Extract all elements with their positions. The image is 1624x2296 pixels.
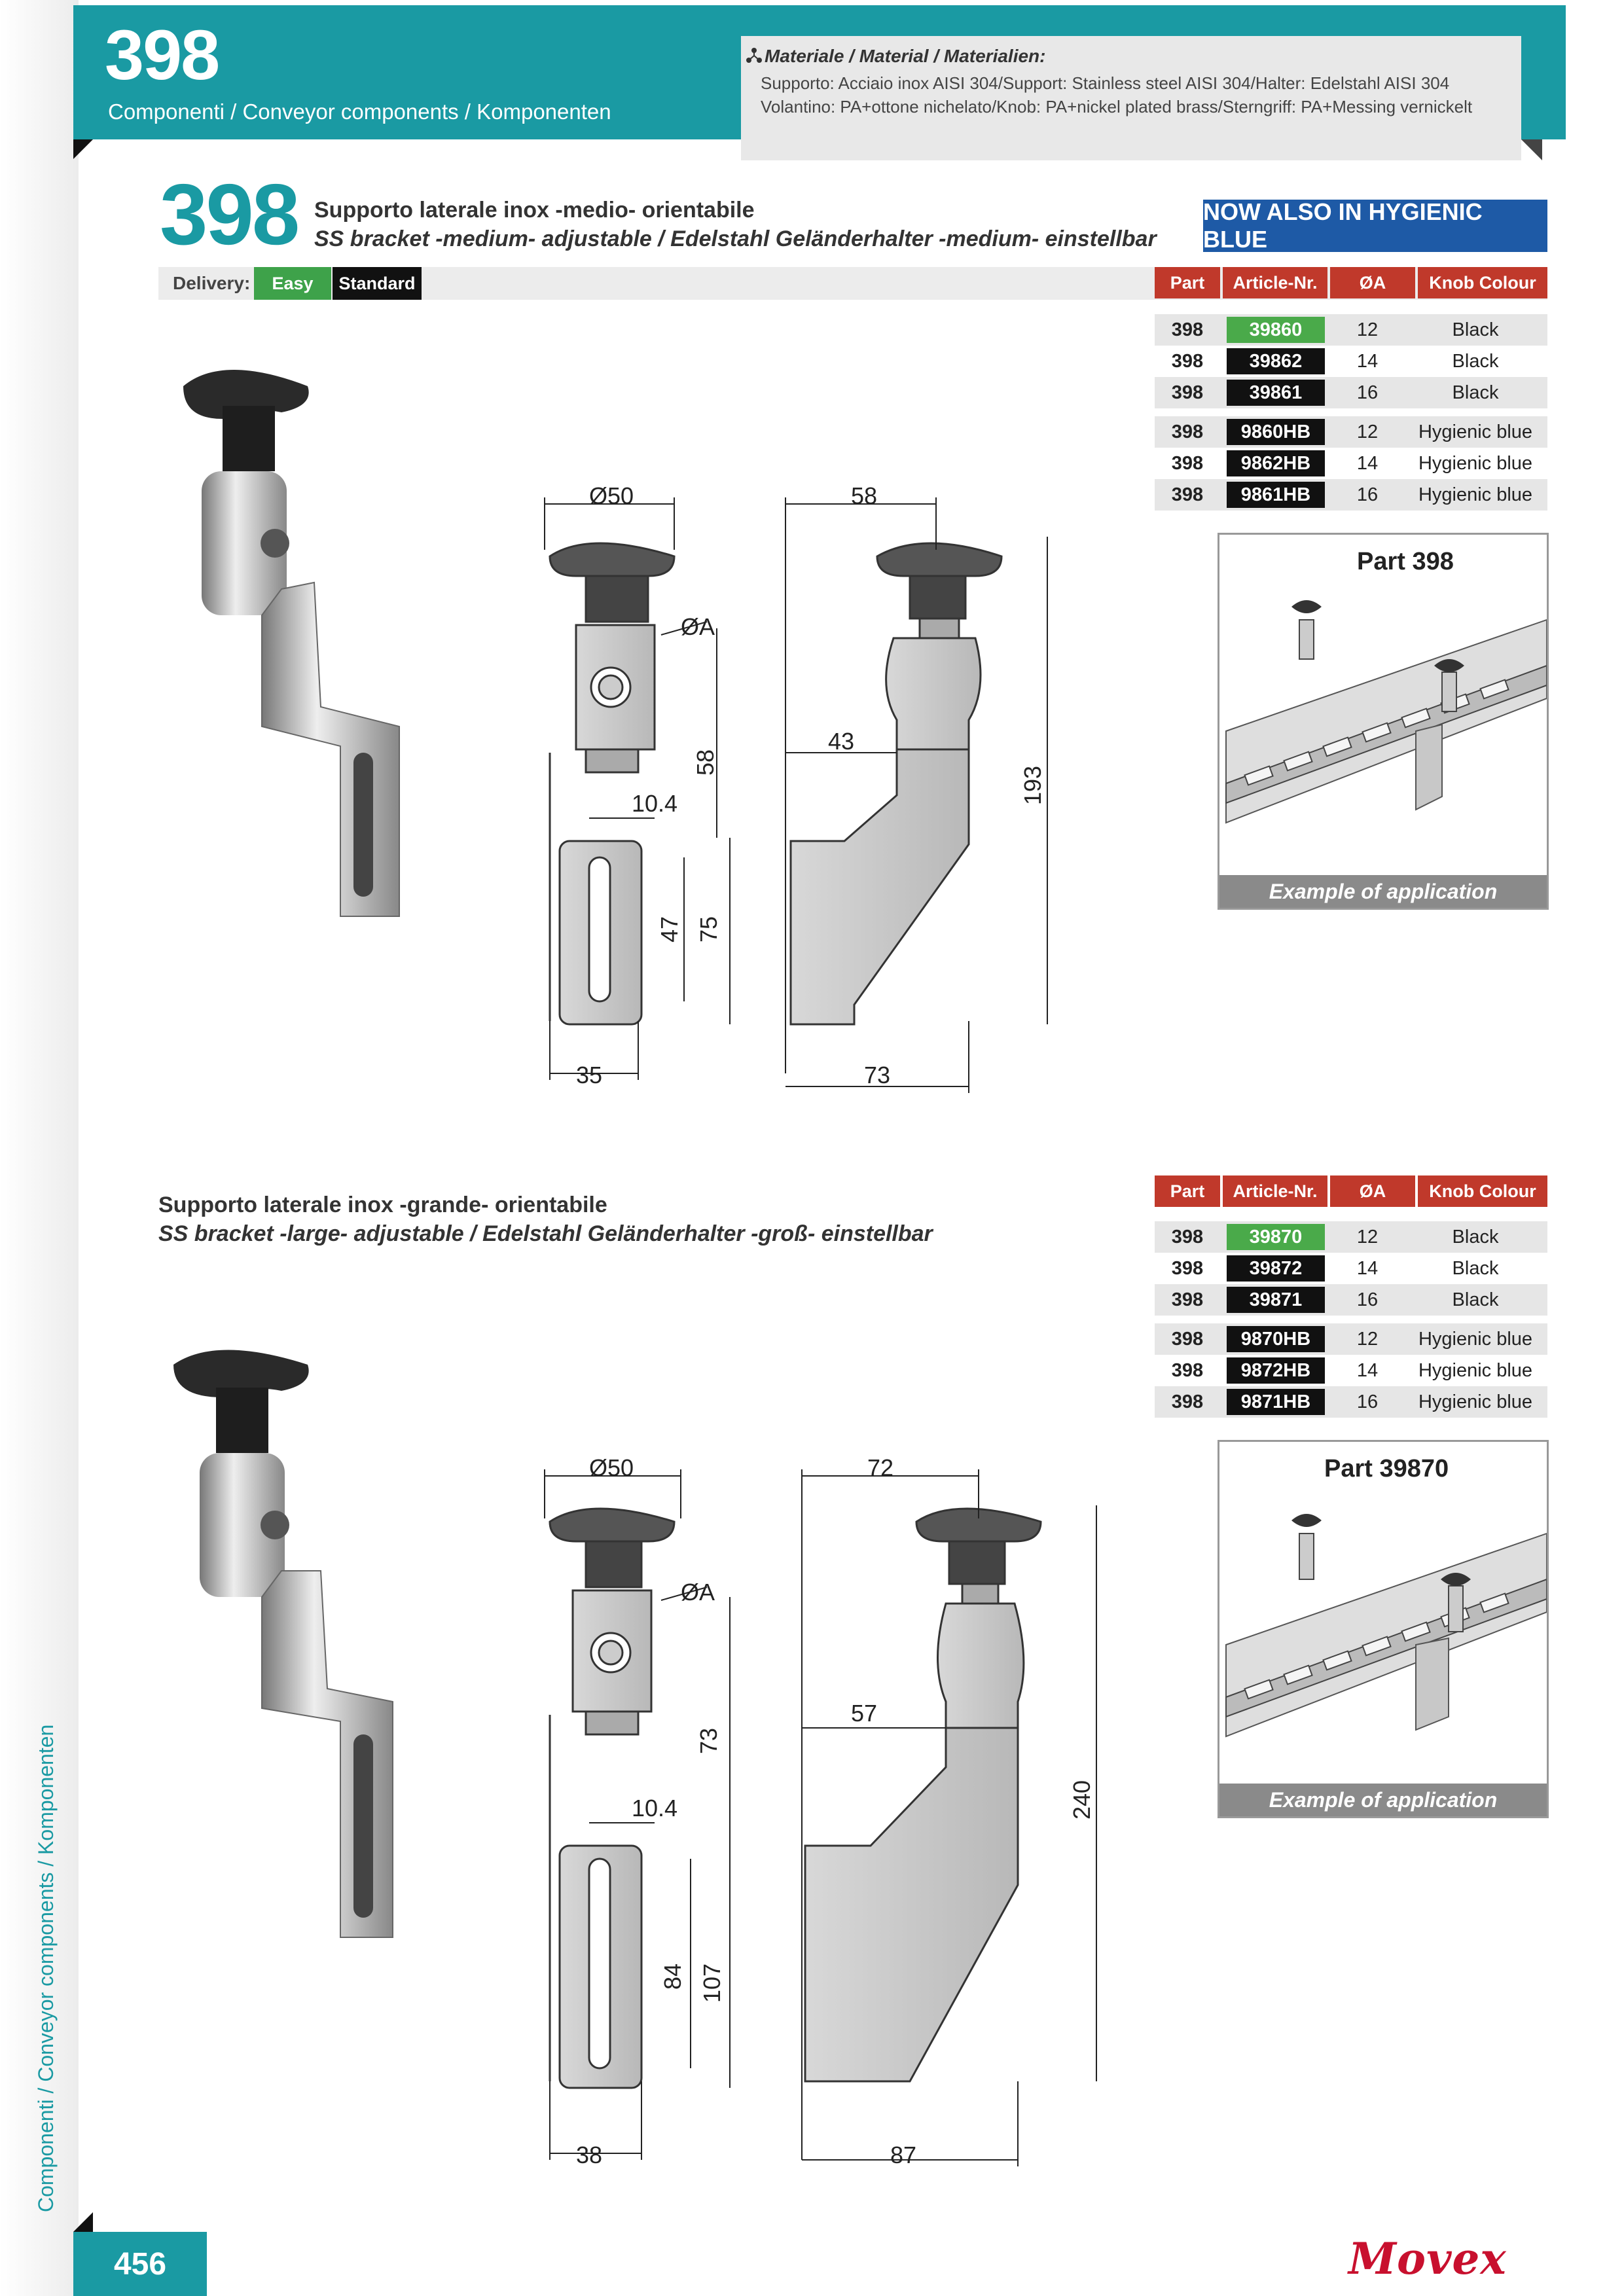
cell-oa: 12 (1356, 1328, 1379, 1350)
dim-57-2: 57 (851, 1700, 878, 1727)
dim-73-2: 73 (695, 1727, 722, 1754)
table1-header-article: Article-Nr. (1223, 267, 1327, 298)
table2-header-article: Article-Nr. (1223, 1175, 1327, 1207)
page-number: 456 (113, 2246, 167, 2282)
dim-193-1: 193 (1019, 765, 1046, 805)
dim-oa-2: ØA (681, 1579, 715, 1605)
cell-knob: Black (1452, 1226, 1499, 1247)
table-row (1155, 1253, 1547, 1284)
dim-84-2: 84 (659, 1963, 686, 1990)
dim-d50-1: Ø50 (589, 482, 634, 509)
cell-oa: 12 (1356, 1226, 1379, 1247)
product1-photo (183, 370, 399, 916)
product2-title-it: Supporto laterale inox -grande- orientabile (158, 1193, 607, 1217)
dim-72-2: 72 (867, 1454, 894, 1481)
dim-oa-1: ØA (681, 613, 715, 640)
table2-body (1155, 1221, 1547, 1418)
cell-part: 398 (1171, 319, 1204, 340)
cell-knob: Hygienic blue (1418, 484, 1533, 505)
cell-article: 39860 (1227, 317, 1325, 343)
table-row (1155, 1355, 1547, 1386)
cell-article: 39871 (1227, 1287, 1325, 1313)
dim-10-4-1: 10.4 (632, 790, 678, 817)
cell-article: 39872 (1227, 1255, 1325, 1282)
dim-10-4-2: 10.4 (632, 1795, 678, 1821)
table2-header-knob: Knob Colour (1418, 1175, 1547, 1207)
cell-part: 398 (1171, 452, 1204, 474)
cell-oa: 16 (1356, 1289, 1379, 1310)
cell-knob: Hygienic blue (1418, 1359, 1533, 1381)
table-row (1155, 1386, 1547, 1418)
table1-header-knob: Knob Colour (1418, 267, 1547, 298)
product2-side-view (805, 1509, 1041, 2081)
cell-article: 9872HB (1227, 1357, 1325, 1384)
delivery-standard-badge: Standard (333, 267, 422, 300)
cell-article: 39870 (1227, 1224, 1325, 1250)
brand-logo: Movex (1348, 2233, 1507, 2284)
cell-article: 39862 (1227, 348, 1325, 374)
cell-part: 398 (1171, 1391, 1204, 1412)
conveyor-illustration-2 (1219, 1442, 1547, 1782)
cell-knob: Black (1452, 382, 1499, 403)
product1-front-view (550, 543, 674, 1024)
delivery-easy-badge: Easy (254, 267, 331, 300)
product-number: 398 (160, 166, 298, 262)
cell-knob: Hygienic blue (1418, 452, 1533, 474)
table-row (1155, 1221, 1547, 1253)
table-row (1155, 1284, 1547, 1316)
cell-knob: Black (1452, 1257, 1499, 1279)
dim-87-2: 87 (890, 2142, 917, 2168)
dim-75-1: 75 (695, 916, 722, 942)
cell-oa: 16 (1356, 382, 1379, 403)
cell-knob: Black (1452, 319, 1499, 340)
cell-article: 9861HB (1227, 482, 1325, 508)
materials-line-1: Supporto: Acciaio inox AISI 304/Support: Stainless steel AISI 304/Halter: Edelstahl AISI 304 (761, 73, 1450, 93)
hygienic-blue-banner: NOW ALSO IN HYGIENIC BLUE (1203, 200, 1547, 252)
table-row (1155, 1323, 1547, 1355)
application-title-2: Part 39870 (1324, 1455, 1449, 1482)
product1-side-view (791, 543, 1001, 1024)
cell-part: 398 (1171, 1359, 1204, 1381)
cell-knob: Black (1452, 350, 1499, 372)
dim-58-top-1: 58 (851, 482, 878, 509)
cell-knob: Hygienic blue (1418, 1391, 1533, 1412)
cell-part: 398 (1171, 1328, 1204, 1350)
cell-part: 398 (1171, 350, 1204, 372)
cell-article: 39861 (1227, 380, 1325, 406)
product2-photo (173, 1350, 393, 1938)
table2-header-part: Part (1155, 1175, 1220, 1207)
cell-part: 398 (1171, 421, 1204, 442)
cell-part: 398 (1171, 1226, 1204, 1247)
product1-title-it: Supporto laterale inox -medio- orientabile (314, 198, 755, 223)
cell-oa: 12 (1356, 319, 1379, 340)
cell-knob: Hygienic blue (1418, 1328, 1533, 1350)
header-subtitle: Componenti / Conveyor components / Komponenten (108, 99, 611, 124)
dim-38-2: 38 (576, 2142, 603, 2168)
cell-article: 9862HB (1227, 450, 1325, 476)
cell-oa: 14 (1356, 452, 1379, 474)
dim-47-1: 47 (656, 916, 683, 942)
application-image-2 (1218, 1440, 1549, 1818)
dim-73-1: 73 (864, 1062, 891, 1088)
product1-title-en: SS bracket -medium- adjustable / Edelstahl Geländerhalter -medium- einstellbar (314, 226, 1157, 251)
cell-oa: 14 (1356, 1257, 1379, 1279)
dim-240-2: 240 (1068, 1780, 1095, 1820)
materials-line-2: Volantino: PA+ottone nichelato/Knob: PA+nickel plated brass/Sterngriff: PA+Messing vernickelt (761, 97, 1473, 117)
dim-d50-2: Ø50 (589, 1454, 634, 1481)
dim-35-1: 35 (576, 1062, 603, 1088)
dim-107-2: 107 (698, 1963, 725, 2003)
side-vertical-text: Componenti / Conveyor components / Komponenten (34, 1724, 58, 2212)
cell-oa: 14 (1356, 350, 1379, 372)
cell-article: 9870HB (1227, 1326, 1325, 1352)
header-number: 398 (105, 15, 219, 94)
cell-oa: 12 (1356, 421, 1379, 442)
cell-article: 9871HB (1227, 1389, 1325, 1415)
cell-oa: 16 (1356, 484, 1379, 505)
table1-header-part: Part (1155, 267, 1220, 298)
application-title-1: Part 398 (1357, 548, 1454, 575)
cell-part: 398 (1171, 1257, 1204, 1279)
cell-knob: Black (1452, 1289, 1499, 1310)
dim-58-1: 58 (692, 749, 719, 776)
product2-title-en: SS bracket -large- adjustable / Edelstahl Geländerhalter -groß- einstellbar (158, 1221, 933, 1246)
cell-part: 398 (1171, 382, 1204, 403)
cell-oa: 14 (1356, 1359, 1379, 1381)
table2-header-oa: ØA (1330, 1175, 1415, 1207)
application-caption-2: Example of application (1219, 1784, 1547, 1816)
application-caption-1: Example of application (1219, 875, 1547, 908)
cell-part: 398 (1171, 1289, 1204, 1310)
page-corner (73, 2212, 93, 2232)
dim-43-1: 43 (828, 728, 855, 755)
table1-header-oa: ØA (1330, 267, 1415, 298)
delivery-label: Delivery: (173, 273, 251, 293)
cell-article: 9860HB (1227, 419, 1325, 445)
materials-title: Materiale / Material / Materialien: (765, 46, 1046, 66)
cell-knob: Hygienic blue (1418, 421, 1533, 442)
cell-oa: 16 (1356, 1391, 1379, 1412)
cell-part: 398 (1171, 484, 1204, 505)
